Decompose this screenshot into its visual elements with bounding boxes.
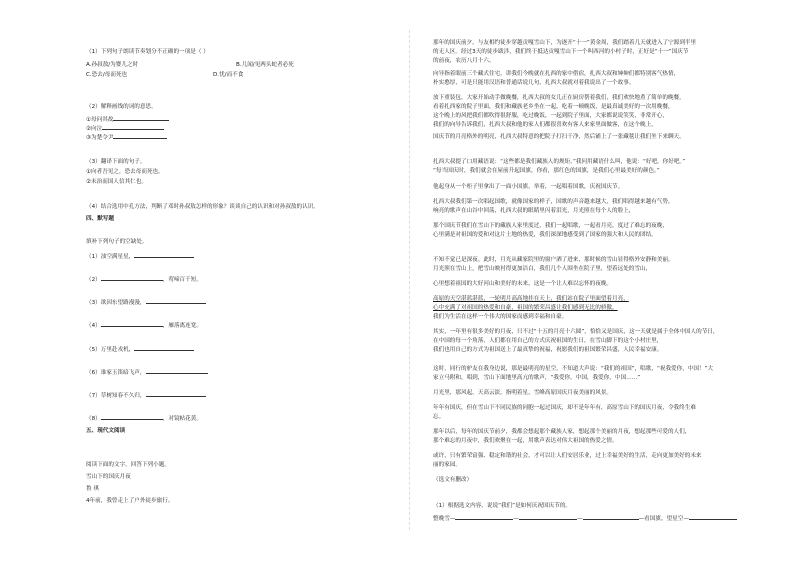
q1-stem: （1）下列句子朗读节奏划分不正确的一项是（ ） (86, 49, 209, 55)
fill-blank-3[interactable] (146, 297, 206, 304)
passage-q1-chain (433, 513, 737, 524)
fill-blank-4[interactable] (101, 320, 163, 327)
passage-line: 这时，同行的驴友在我身边说，那是最明亮的星空，不知道大声说：“我们的祖国”，唱歌，“祝我爱你，中国！”大 (433, 366, 714, 372)
passage-line: 那个难忘的月夜中，我们欢聚在一起，用歌声表达对伟大祖国的热爱之情。 (433, 438, 618, 444)
fill-item-2-text: （2） (86, 277, 101, 283)
fill-item-6 (86, 367, 208, 378)
section-5-intro: 阅读下面的文字，回答下列小题。 (86, 462, 170, 468)
q2-item-1-text: ①母问其故 (86, 117, 114, 123)
q2-item-2-text: ②向泣 (86, 126, 103, 132)
chain-part-3: — (576, 516, 583, 522)
chain-part-4: —看国旗，望星空— (638, 516, 689, 522)
passage-line: 心里想着祖国的大好河山和美好的未来，这是一个让人难以忘怀的夜晚。 (433, 281, 613, 287)
passage-line: 月光照在雪山上，把雪山映衬得更加洁白，我们几个人围坐在院子里，望着远处的雪山， (433, 266, 652, 272)
fill-item-3 (86, 297, 206, 308)
fill-item-2-post: ，莺啼百千短。 (162, 277, 202, 283)
passage-line: 扎西大叔我们第一次唱起国歌，就像国家的样子，国歌的声音越来越大，我们唱得越来越有气势， (433, 199, 674, 205)
fill-blank-1[interactable] (134, 251, 194, 258)
passage-line: 那年的国庆前夕，与友相约徒步穿越贡嘎雪山下，为逐开“十一”黄金周，我们踏着几天就进入了宁源到半里 (433, 40, 697, 46)
essay-first-line: 4年前，我曾走上了户外徒步旅行。 (86, 498, 174, 504)
passage-line: 其实，一年里有很多美好的月夜，只不过“十五的月亮十六圆”，恰恰又是国庆，这一天就是属于全体中国人的节日， (433, 329, 719, 335)
passage-line: 我们为生活在这样一个伟大的国家而感到幸福和自豪。 (433, 314, 568, 320)
fill-item-8-post: ，对镜帖花黄。 (162, 416, 202, 422)
section-4-title: 四、默写题 (86, 216, 114, 222)
fill-blank-5[interactable] (134, 344, 194, 351)
passage-q1-stem: （1）根据选文内容，说说“我们”是如何庆祝国庆节的。 (433, 503, 572, 509)
fill-item-6-text: （6）谁家玉笛暗飞声， (86, 370, 146, 376)
q3-stem: （3）翻译下面的句子。 (86, 159, 146, 165)
q4-text: （4）结合选用中孔方法，判断了邓时孙叔敖怎样的形象？谈谈自己的认识和对孙叔敖的认识。 (86, 204, 319, 210)
q1-option-d: D.忧/而不食 (213, 72, 244, 78)
passage-line: 响亮的歌声在山谷中回荡，扎西大叔的眼睛里闪着泪光，月光照在每个人的脸上， (433, 208, 635, 214)
chain-blank-2[interactable] (519, 513, 577, 520)
essay-title: 雪山下的国庆月夜 (86, 474, 131, 480)
q2-item-3 (86, 132, 167, 143)
passage-line: 家立马附和，唱到，雪山下面地里高亢的歌声，“我爱你，中国，我爱你，中国……” (433, 375, 641, 381)
passage-line: 月光里，那风起，天高云淡，指明着星，雪峰高原国庆月夜美丽的风景。 (433, 390, 613, 396)
chain-blank-3[interactable] (583, 513, 639, 520)
passage-line: 的前夜，农历八月十六。 (433, 58, 495, 64)
q2-item-3-text: ③为楚令尹 (86, 135, 114, 141)
passage-line: 在中国的每一个角落，人们都在用自己的方式庆祝祖国的生日，在雪山脚下的这个小村庄里， (433, 338, 663, 344)
passage-line-underlined: 心中充满了对祖国的热爱和自豪，祖国的繁荣昌盛让我们感到无比的骄傲， (433, 305, 618, 311)
q3-item-1: ①向者吾见之，恐去母而死也。 (86, 169, 164, 175)
fill-item-7 (86, 390, 206, 401)
chain-blank-4[interactable] (689, 513, 737, 520)
q2-answer-2[interactable] (102, 123, 164, 130)
q2-answer-3[interactable] (113, 132, 167, 139)
section-4-intro: 填补下列句子的空缺处。 (86, 239, 148, 245)
page-divider (409, 30, 410, 530)
fill-item-1 (86, 251, 194, 262)
passage-line: 那年以后，每年的国庆节前夕，我都会想起那个藏族人家，想起那个美丽的月夜，想起那些可爱的人们， (433, 429, 691, 435)
fill-item-4-text: （4） (86, 323, 101, 329)
passage-line: 年年有国庆，但在雪山下不同民族的同胞一起过国庆，却不是年年有，高原雪山下的国庆月夜，令我终生难 (433, 405, 696, 411)
passage-line: 向导指着眼前三个藏式住宅，讲我们今晚就在扎西的家中借宿，扎西大叔和婶婶们都特别客气热情， (433, 71, 680, 77)
passage-line: “每当国庆时，我们就会在屋前升起国旗，你看，那红色的国旗，是我们心里最美好的颜色。” (433, 168, 660, 174)
fill-item-5-text: （5）万里赴戎机， (86, 347, 135, 353)
passage-line: 或许，只有繁荣富强、稳定和谐的社会，才可以让人们安居乐业，过上幸福美好的生活，走向更加美好的未来 (433, 453, 702, 459)
q1-option-c: C.恐去/母而死也 (86, 72, 128, 78)
fill-item-8-text: （8） (86, 416, 101, 422)
passage-line: 朴实憨厚，可是只能用汉语和普通话说几句，扎西大叔就对着我说出了一个故事。 (433, 80, 635, 86)
passage-line: 那个国庆节我们在雪山下的藏族人家里度过，我们一起唱歌，一起看月亮，度过了难忘的夜晚， (433, 223, 668, 229)
fill-item-2 (86, 274, 202, 285)
passage-source-note: （选文有删改） (433, 477, 473, 483)
fill-item-5 (86, 344, 194, 355)
passage-line: 的无人区。经过3天的徒步跋涉，我们终于抵达贡嘎雪山下一个叫西河的小村子时，正好是“十一”国庆节 (433, 49, 689, 55)
passage-line: 忘。 (433, 414, 445, 420)
fill-blank-2[interactable] (101, 274, 163, 281)
passage-line: 这个晚上的风把我们都吹得很舒服，吃过晚饭，一起到院子里面，大家都说说笑笑，非常开心， (433, 113, 668, 119)
passage-line: 他起身从一个柜子里拿出了一面小国旗，举着，一起唱着国歌，庆祝国庆节。 (433, 184, 624, 190)
passage-line: 国庆节的月亮格外的明亮，扎西大叔特意的把院子打扫干净，然后铺上了一张藏毯让我们坐下来聊天。 (433, 134, 685, 140)
chain-part-2: — (513, 516, 519, 522)
chain-part-1: 整晚雪— (433, 516, 456, 522)
fill-item-3-text: （3）欲因东望路漫漫， (86, 300, 146, 306)
chain-blank-1[interactable] (455, 513, 513, 520)
fill-item-7-text: （7）草树知春不久归， (86, 393, 146, 399)
passage-line: 我们也用自己的方式为祖国送上了最真挚的祝福，祝愿我们的祖国繁荣昌盛，人民幸福安康。 (433, 347, 663, 353)
fill-item-8 (86, 413, 202, 424)
passage-line: 不知不觉已是深夜。此时，月光从藏家院里的窗户洒了进来，那时候的雪山显得格外安静和美丽， (433, 257, 674, 263)
passage-line: 我们的向导告诉我们，扎西大叔和他的家人们都很喜欢有客人来家里面做客，在这个晚上， (433, 122, 657, 128)
section-5-title: 五、现代文阅读 (86, 428, 126, 434)
q3-item-2: ②未治而国人信其仁也。 (86, 179, 147, 185)
passage-line-underlined: 高原的天空湛蓝湛蓝，一轮明月高高地挂在天上，我们站在院子里面望着月亮， (433, 296, 629, 302)
fill-item-1-text: （1）浊空满星星， (86, 254, 135, 260)
fill-blank-6[interactable] (146, 367, 208, 374)
fill-blank-8[interactable] (101, 413, 163, 420)
essay-author: 鲁 琪 (86, 486, 99, 492)
q2-answer-1[interactable] (113, 114, 169, 121)
passage-line: 扎西大叔提了口用藏语说：“这些都是我们藏族人的规矩。”我问用藏语什么叫，他说：“好吧，你好吧。” (433, 159, 686, 165)
q1-option-a: A.孙叔敖/为婴儿之时 (86, 62, 139, 68)
passage-line: 心里满是对祖国的爱和对这片土地的热爱，我们深深地感受到了国家的强大和人民的团结。 (433, 232, 657, 238)
fill-item-4-post: ，雁落离连宽。 (162, 323, 202, 329)
fill-blank-7[interactable] (146, 390, 206, 397)
passage-line: 丽的家园。 (433, 462, 461, 468)
fill-item-4 (86, 320, 202, 331)
q2-stem: （2）解释画线的词的意思。 (86, 104, 157, 110)
q1-option-b: B.儿闻/见两头蛇者必死 (236, 62, 294, 68)
passage-line: 看着扎西家的院子里面，我们和藏族老乡坐在一起，吃着一顿晚饭，是最真诚美好的一次用晚餐， (433, 104, 674, 110)
passage-line: 放下重装包，大家开始动手做晚餐，扎西大叔的女儿正在厨房帮着我们，我们欢快地煮了简单的晚餐， (433, 95, 685, 101)
